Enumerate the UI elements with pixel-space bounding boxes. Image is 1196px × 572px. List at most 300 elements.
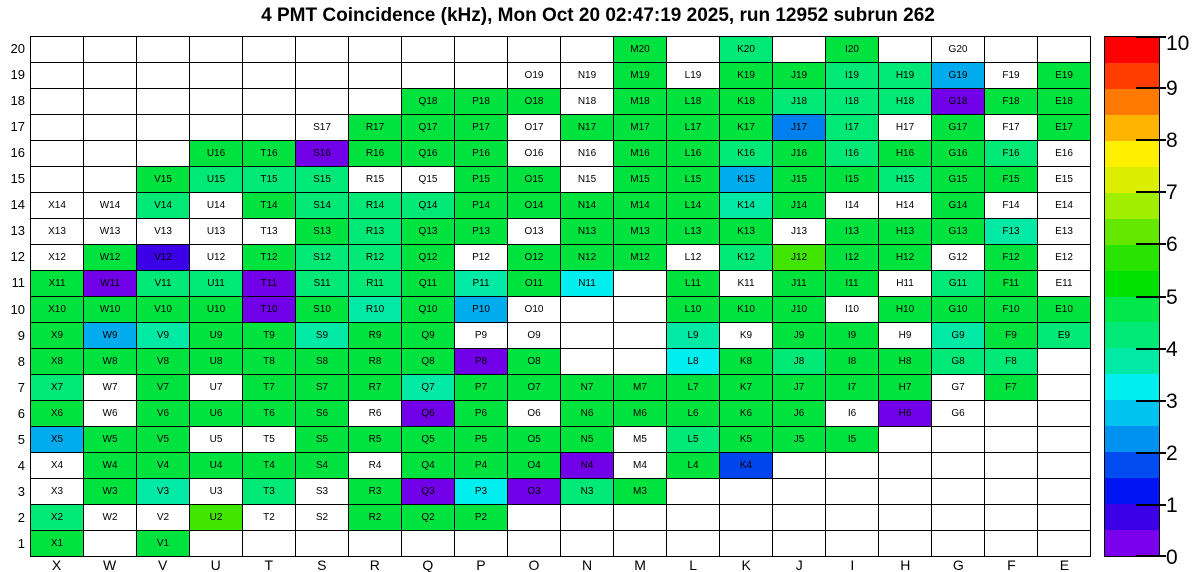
cell-empty-H2 (879, 505, 931, 530)
x-axis-label-Q: Q (422, 557, 434, 572)
cell-V1: V1 (137, 531, 189, 556)
cell-F10: F10 (985, 297, 1037, 322)
cell-R9: R9 (349, 323, 401, 348)
cell-U3: U3 (190, 479, 242, 504)
cell-O8: O8 (508, 349, 560, 374)
cell-K15: K15 (720, 167, 772, 192)
x-axis-label-E: E (1059, 557, 1070, 572)
cell-empty-T19 (243, 63, 295, 88)
cell-R2: R2 (349, 505, 401, 530)
cell-X11: X11 (31, 271, 83, 296)
cell-Q2: Q2 (402, 505, 454, 530)
cell-Q11: Q11 (402, 271, 454, 296)
x-axis-label-S: S (317, 557, 327, 572)
cell-empty-L20 (667, 37, 719, 62)
cell-J8: J8 (773, 349, 825, 374)
cell-X14: X14 (31, 193, 83, 218)
cell-J19: J19 (773, 63, 825, 88)
cell-K7: K7 (720, 375, 772, 400)
cell-G18: G18 (932, 89, 984, 114)
y-axis-label-12: 12 (10, 249, 25, 265)
y-axis-label-19: 19 (10, 67, 25, 83)
cell-empty-S1 (296, 531, 348, 556)
cell-empty-J1 (773, 531, 825, 556)
y-axis-label-4: 4 (17, 457, 25, 473)
x-axis-label-T: T (264, 557, 273, 572)
cell-Q6: Q6 (402, 401, 454, 426)
cell-X10: X10 (31, 297, 83, 322)
y-axis-label-20: 20 (10, 41, 25, 57)
cell-empty-F1 (985, 531, 1037, 556)
cell-G11: G11 (932, 271, 984, 296)
cell-L10: L10 (667, 297, 719, 322)
cell-empty-V20 (137, 37, 189, 62)
cell-K4: K4 (720, 453, 772, 478)
colorbar-tick-8 (1136, 139, 1166, 141)
cell-M18: M18 (614, 89, 666, 114)
cell-K11: K11 (720, 271, 772, 296)
cell-R4: R4 (349, 453, 401, 478)
colorbar-band-9 (1105, 271, 1159, 297)
cell-F14: F14 (985, 193, 1037, 218)
cell-P6: P6 (455, 401, 507, 426)
cell-W4: W4 (84, 453, 136, 478)
cell-S15: S15 (296, 167, 348, 192)
cell-empty-U19 (190, 63, 242, 88)
y-axis-label-9: 9 (17, 327, 25, 343)
cell-Q12: Q12 (402, 245, 454, 270)
cell-H8: H8 (879, 349, 931, 374)
cell-R13: R13 (349, 219, 401, 244)
x-axis-label-W: W (102, 557, 117, 572)
cell-empty-V16 (137, 141, 189, 166)
cell-H17: H17 (879, 115, 931, 140)
cell-O17: O17 (508, 115, 560, 140)
cell-empty-O20 (508, 37, 560, 62)
cell-T16: T16 (243, 141, 295, 166)
cell-P16: P16 (455, 141, 507, 166)
colorbar-label-4: 4 (1166, 337, 1178, 361)
cell-S10: S10 (296, 297, 348, 322)
cell-M17: M17 (614, 115, 666, 140)
cell-U15: U15 (190, 167, 242, 192)
cell-Q4: Q4 (402, 453, 454, 478)
colorbar-band-0 (1105, 37, 1159, 63)
cell-V6: V6 (137, 401, 189, 426)
cell-empty-U17 (190, 115, 242, 140)
colorbar-tick-6 (1136, 243, 1166, 245)
cell-empty-R19 (349, 63, 401, 88)
colorbar-band-1 (1105, 63, 1159, 89)
cell-T15: T15 (243, 167, 295, 192)
cell-J5: J5 (773, 427, 825, 452)
colorbar-tick-10 (1136, 36, 1166, 38)
cell-X4: X4 (31, 453, 83, 478)
cell-empty-W19 (84, 63, 136, 88)
cell-Q16: Q16 (402, 141, 454, 166)
cell-I15: I15 (826, 167, 878, 192)
cell-empty-N8 (561, 349, 613, 374)
cell-V9: V9 (137, 323, 189, 348)
cell-empty-V18 (137, 89, 189, 114)
cell-F19: F19 (985, 63, 1037, 88)
y-axis-label-17: 17 (10, 119, 25, 135)
cell-I12: I12 (826, 245, 878, 270)
cell-R12: R12 (349, 245, 401, 270)
cell-G17: G17 (932, 115, 984, 140)
cell-P5: P5 (455, 427, 507, 452)
cell-O16: O16 (508, 141, 560, 166)
cell-O3: O3 (508, 479, 560, 504)
cell-O15: O15 (508, 167, 560, 192)
colorbar-tick-7 (1136, 191, 1166, 193)
cell-J7: J7 (773, 375, 825, 400)
x-axis-label-L: L (689, 557, 698, 572)
cell-M3: M3 (614, 479, 666, 504)
cell-K8: K8 (720, 349, 772, 374)
cell-empty-L2 (667, 505, 719, 530)
colorbar-label-7: 7 (1166, 181, 1178, 205)
cell-V11: V11 (137, 271, 189, 296)
cell-K16: K16 (720, 141, 772, 166)
cell-empty-J2 (773, 505, 825, 530)
cell-S7: S7 (296, 375, 348, 400)
cell-O13: O13 (508, 219, 560, 244)
cell-R16: R16 (349, 141, 401, 166)
cell-N17: N17 (561, 115, 613, 140)
cell-empty-G1 (932, 531, 984, 556)
colorbar-band-14 (1105, 400, 1159, 426)
cell-J12: J12 (773, 245, 825, 270)
cell-E10: E10 (1038, 297, 1090, 322)
cell-O9: O9 (508, 323, 560, 348)
cell-Q13: Q13 (402, 219, 454, 244)
y-axis-label-8: 8 (17, 353, 25, 369)
cell-empty-N20 (561, 37, 613, 62)
cell-G14: G14 (932, 193, 984, 218)
colorbar-band-15 (1105, 426, 1159, 452)
colorbar-band-6 (1105, 193, 1159, 219)
x-axis-label-P: P (476, 557, 486, 572)
colorbar-band-17 (1105, 478, 1159, 504)
cell-X12: X12 (31, 245, 83, 270)
cell-empty-U20 (190, 37, 242, 62)
cell-empty-R20 (349, 37, 401, 62)
cell-Q7: Q7 (402, 375, 454, 400)
cell-X7: X7 (31, 375, 83, 400)
cell-L17: L17 (667, 115, 719, 140)
cell-N16: N16 (561, 141, 613, 166)
cell-W10: W10 (84, 297, 136, 322)
cell-empty-G4 (932, 453, 984, 478)
colorbar-band-3 (1105, 115, 1159, 141)
cell-U10: U10 (190, 297, 242, 322)
cell-N15: N15 (561, 167, 613, 192)
colorbar-label-1: 1 (1166, 493, 1178, 517)
cell-empty-K2 (720, 505, 772, 530)
cell-V12: V12 (137, 245, 189, 270)
cell-empty-H20 (879, 37, 931, 62)
cell-empty-N9 (561, 323, 613, 348)
cell-J14: J14 (773, 193, 825, 218)
cell-P18: P18 (455, 89, 507, 114)
cell-empty-S20 (296, 37, 348, 62)
cell-R3: R3 (349, 479, 401, 504)
cell-empty-I1 (826, 531, 878, 556)
y-axis-label-5: 5 (17, 431, 25, 447)
cell-empty-E6 (1038, 401, 1090, 426)
cell-Q18: Q18 (402, 89, 454, 114)
cell-empty-J4 (773, 453, 825, 478)
cell-S16: S16 (296, 141, 348, 166)
colorbar-band-2 (1105, 89, 1159, 115)
cell-J13: J13 (773, 219, 825, 244)
y-axis-label-1: 1 (17, 535, 25, 551)
cell-L14: L14 (667, 193, 719, 218)
cell-T7: T7 (243, 375, 295, 400)
y-axis-label-13: 13 (10, 223, 25, 239)
cell-F12: F12 (985, 245, 1037, 270)
x-axis-label-V: V (157, 557, 168, 572)
x-axis-label-N: N (581, 557, 593, 572)
cell-empty-G3 (932, 479, 984, 504)
y-axis-label-6: 6 (17, 405, 25, 421)
cell-V2: V2 (137, 505, 189, 530)
cell-E12: E12 (1038, 245, 1090, 270)
cell-E9: E9 (1038, 323, 1090, 348)
cell-J16: J16 (773, 141, 825, 166)
cell-W3: W3 (84, 479, 136, 504)
colorbar-label-3: 3 (1166, 389, 1178, 413)
cell-X6: X6 (31, 401, 83, 426)
cell-empty-P1 (455, 531, 507, 556)
cell-empty-M11 (614, 271, 666, 296)
cell-empty-J3 (773, 479, 825, 504)
x-axis-label-X: X (51, 557, 62, 572)
cell-empty-Q1 (402, 531, 454, 556)
cell-I6: I6 (826, 401, 878, 426)
cell-empty-Q20 (402, 37, 454, 62)
cell-H19: H19 (879, 63, 931, 88)
cell-H7: H7 (879, 375, 931, 400)
cell-M14: M14 (614, 193, 666, 218)
y-axis-label-3: 3 (17, 483, 25, 499)
cell-U12: U12 (190, 245, 242, 270)
colorbar-tick-5 (1136, 296, 1166, 298)
cell-W12: W12 (84, 245, 136, 270)
cell-H13: H13 (879, 219, 931, 244)
cell-X1: X1 (31, 531, 83, 556)
cell-empty-H5 (879, 427, 931, 452)
cell-empty-I2 (826, 505, 878, 530)
cell-P9: P9 (455, 323, 507, 348)
cell-empty-W20 (84, 37, 136, 62)
cell-J18: J18 (773, 89, 825, 114)
cell-F17: F17 (985, 115, 1037, 140)
cell-U11: U11 (190, 271, 242, 296)
cell-K19: K19 (720, 63, 772, 88)
cell-empty-X16 (31, 141, 83, 166)
cell-G19: G19 (932, 63, 984, 88)
cell-X8: X8 (31, 349, 83, 374)
colorbar-label-9: 9 (1166, 77, 1178, 101)
cell-H9: H9 (879, 323, 931, 348)
cell-S12: S12 (296, 245, 348, 270)
cell-Q17: Q17 (402, 115, 454, 140)
cell-U5: U5 (190, 427, 242, 452)
heatmap-grid (30, 36, 1091, 557)
cell-L4: L4 (667, 453, 719, 478)
cell-R8: R8 (349, 349, 401, 374)
cell-empty-K3 (720, 479, 772, 504)
cell-F13: F13 (985, 219, 1037, 244)
cell-S2: S2 (296, 505, 348, 530)
cell-J17: J17 (773, 115, 825, 140)
cell-empty-W16 (84, 141, 136, 166)
cell-N14: N14 (561, 193, 613, 218)
cell-T13: T13 (243, 219, 295, 244)
y-axis-label-16: 16 (10, 145, 25, 161)
cell-V15: V15 (137, 167, 189, 192)
cell-J15: J15 (773, 167, 825, 192)
cell-empty-W1 (84, 531, 136, 556)
cell-M13: M13 (614, 219, 666, 244)
colorbar-label-2: 2 (1166, 441, 1178, 465)
cell-I17: I17 (826, 115, 878, 140)
colorbar-band-10 (1105, 297, 1159, 323)
cell-T8: T8 (243, 349, 295, 374)
cell-empty-J20 (773, 37, 825, 62)
cell-V10: V10 (137, 297, 189, 322)
cell-X3: X3 (31, 479, 83, 504)
cell-U6: U6 (190, 401, 242, 426)
cell-W8: W8 (84, 349, 136, 374)
cell-O4: O4 (508, 453, 560, 478)
colorbar-band-4 (1105, 141, 1159, 167)
cell-P15: P15 (455, 167, 507, 192)
cell-I16: I16 (826, 141, 878, 166)
colorbar-band-12 (1105, 348, 1159, 374)
cell-R11: R11 (349, 271, 401, 296)
cell-R6: R6 (349, 401, 401, 426)
cell-E16: E16 (1038, 141, 1090, 166)
cell-P12: P12 (455, 245, 507, 270)
cell-empty-P19 (455, 63, 507, 88)
cell-J10: J10 (773, 297, 825, 322)
cell-E11: E11 (1038, 271, 1090, 296)
cell-J9: J9 (773, 323, 825, 348)
cell-G9: G9 (932, 323, 984, 348)
cell-S14: S14 (296, 193, 348, 218)
x-axis-label-K: K (741, 557, 751, 572)
cell-V13: V13 (137, 219, 189, 244)
cell-M7: M7 (614, 375, 666, 400)
cell-empty-M10 (614, 297, 666, 322)
cell-L5: L5 (667, 427, 719, 452)
cell-F7: F7 (985, 375, 1037, 400)
cell-empty-O1 (508, 531, 560, 556)
cell-E14: E14 (1038, 193, 1090, 218)
cell-X5: X5 (31, 427, 83, 452)
cell-M20: M20 (614, 37, 666, 62)
cell-F16: F16 (985, 141, 1037, 166)
cell-O10: O10 (508, 297, 560, 322)
cell-S4: S4 (296, 453, 348, 478)
cell-G7: G7 (932, 375, 984, 400)
cell-Q10: Q10 (402, 297, 454, 322)
cell-empty-N10 (561, 297, 613, 322)
cell-empty-U1 (190, 531, 242, 556)
cell-empty-F4 (985, 453, 1037, 478)
cell-M5: M5 (614, 427, 666, 452)
cell-empty-R1 (349, 531, 401, 556)
cell-I19: I19 (826, 63, 878, 88)
cell-U9: U9 (190, 323, 242, 348)
colorbar-band-5 (1105, 167, 1159, 193)
y-axis-label-11: 11 (11, 275, 25, 291)
colorbar-band-18 (1105, 504, 1159, 530)
colorbar-label-6: 6 (1166, 233, 1178, 257)
cell-T9: T9 (243, 323, 295, 348)
cell-T2: T2 (243, 505, 295, 530)
cell-H16: H16 (879, 141, 931, 166)
cell-empty-M9 (614, 323, 666, 348)
cell-P14: P14 (455, 193, 507, 218)
cell-P17: P17 (455, 115, 507, 140)
cell-empty-L1 (667, 531, 719, 556)
cell-H14: H14 (879, 193, 931, 218)
y-axis-label-10: 10 (10, 301, 25, 317)
x-axis-label-U: U (210, 557, 221, 572)
cell-K12: K12 (720, 245, 772, 270)
colorbar-band-8 (1105, 245, 1159, 271)
cell-K10: K10 (720, 297, 772, 322)
cell-V14: V14 (137, 193, 189, 218)
cell-P3: P3 (455, 479, 507, 504)
cell-empty-H4 (879, 453, 931, 478)
cell-M19: M19 (614, 63, 666, 88)
cell-L19: L19 (667, 63, 719, 88)
cell-empty-E2 (1038, 505, 1090, 530)
cell-N4: N4 (561, 453, 613, 478)
cell-empty-M1 (614, 531, 666, 556)
cell-E15: E15 (1038, 167, 1090, 192)
cell-V5: V5 (137, 427, 189, 452)
colorbar-label-8: 8 (1166, 129, 1178, 153)
cell-S11: S11 (296, 271, 348, 296)
colorbar-tick-0 (1136, 555, 1166, 557)
cell-Q14: Q14 (402, 193, 454, 218)
cell-L11: L11 (667, 271, 719, 296)
cell-O6: O6 (508, 401, 560, 426)
cell-L7: L7 (667, 375, 719, 400)
cell-N13: N13 (561, 219, 613, 244)
y-axis-label-18: 18 (10, 93, 25, 109)
cell-G16: G16 (932, 141, 984, 166)
cell-I5: I5 (826, 427, 878, 452)
colorbar-tick-1 (1136, 504, 1166, 506)
cell-I11: I11 (826, 271, 878, 296)
cell-T11: T11 (243, 271, 295, 296)
cell-empty-X17 (31, 115, 83, 140)
cell-G6: G6 (932, 401, 984, 426)
cell-W7: W7 (84, 375, 136, 400)
cell-H18: H18 (879, 89, 931, 114)
cell-S3: S3 (296, 479, 348, 504)
cell-L12: L12 (667, 245, 719, 270)
cell-U13: U13 (190, 219, 242, 244)
cell-N6: N6 (561, 401, 613, 426)
